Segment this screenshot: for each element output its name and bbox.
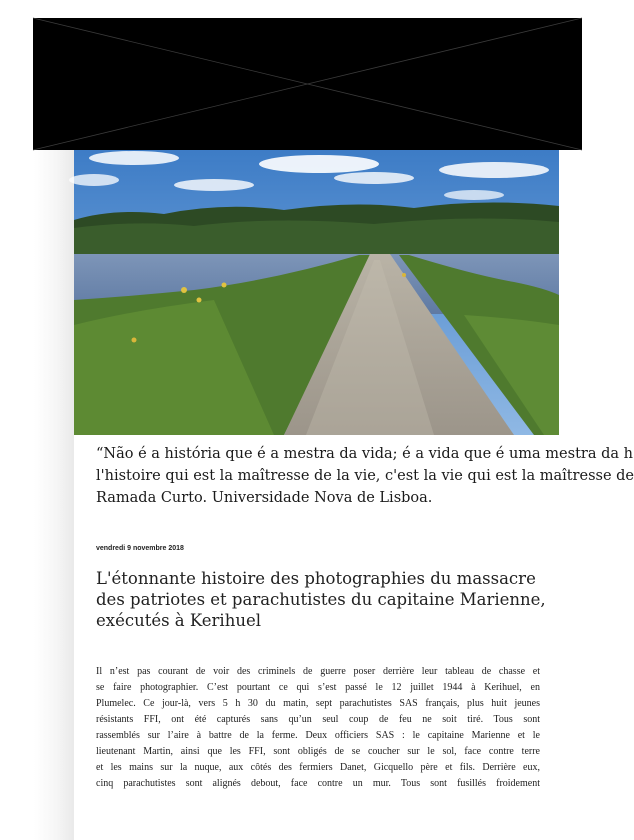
quote-line: l'histoire qui est la maîtresse de la vie, c'est la vie qui est la maîtresse de bbox=[96, 468, 634, 484]
header-photo-lake-path bbox=[74, 150, 559, 435]
placeholder-cross-icon bbox=[33, 18, 582, 150]
header-quote bbox=[96, 443, 634, 509]
post-body-line: se faire photographier. C’est pourtant ce qui s’est passé le 12 juillet 1944 à Kerihuel, en bbox=[96, 682, 540, 693]
post-title-line: exécutés à Kerihuel bbox=[96, 611, 261, 630]
post-body-line: rassemblés sur l’aire à battre de la ferme. Deux officiers SAS : le capitaine Marienne et le bbox=[96, 730, 540, 741]
post-title-line: des patriotes et parachutistes du capitaine Marienne, bbox=[96, 590, 546, 609]
post-body-line: cinq parachutistes sont alignés debout, face contre un mur. Tous sont fusillés froidement bbox=[96, 778, 540, 789]
quote-line: Ramada Curto. Universidade Nova de Lisboa. bbox=[96, 490, 433, 506]
banner-image-placeholder bbox=[33, 18, 582, 150]
page-shadow bbox=[34, 150, 74, 840]
post-body-line: Plumelec. Ce jour-là, vers 5 h 30 du matin, sept parachutistes SAS français, plus huit jeunes bbox=[96, 698, 540, 709]
quote-line: “Não é a história que é a mestra da vida; é a vida que é uma mestra da h bbox=[96, 446, 633, 462]
post-date: vendredi 9 novembre 2018 bbox=[96, 545, 184, 552]
post-title[interactable] bbox=[96, 568, 556, 631]
post-body-line: Il n’est pas courant de voir des criminels de guerre poser derrière leur tableau de chasse et bbox=[96, 666, 540, 677]
post-title-line: L'étonnante histoire des photographies du massacre bbox=[96, 569, 536, 588]
post-body-line: lieutenant Martin, ainsi que les FFI, sont obligés de se coucher sur le sol, face contre terre bbox=[96, 746, 540, 757]
post-body-line: et les mains sur la nuque, aux côtés des fermiers Danet, Gicquello père et fils. Derrière eux, bbox=[96, 762, 540, 773]
post-body-line: résistants FFI, ont été capturés sans qu’un seul coup de feu ne soit tiré. Tous sont bbox=[96, 714, 540, 725]
post-body bbox=[96, 664, 540, 792]
